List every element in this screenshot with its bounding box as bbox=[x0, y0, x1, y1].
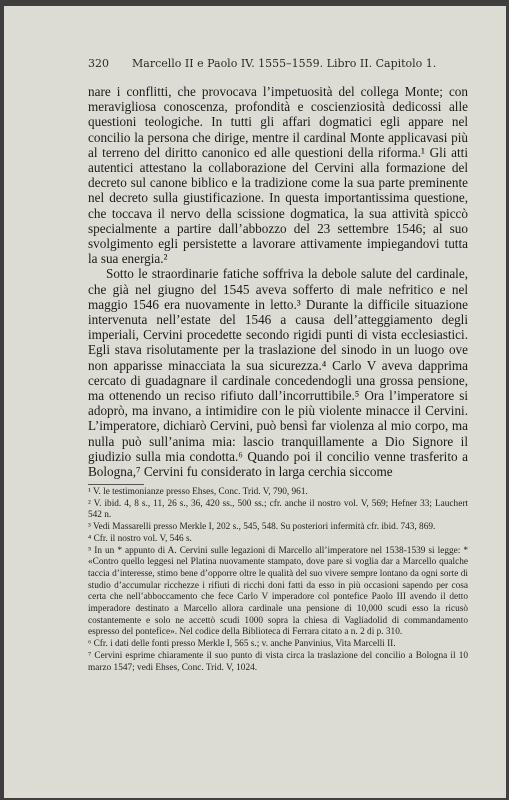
footnote-6: ⁶ Cfr. i dati delle fonti presso Merkle I, 565 s.; v. anche Panvinius, Vita Marcelli II. bbox=[88, 639, 396, 650]
footnote-7: ⁷ Cervini esprime chiaramente il suo punto di vista circa la traslazione del concilio a Bologna il 10 marzo 1547; vedi Ehses, Conc. Trid. V, 1024. bbox=[88, 650, 468, 673]
footnote-3: ³ Vedi Massarelli presso Merkle I, 202 s., 545, 548. Su posteriori infermità cfr. ibid. 743, 869. bbox=[88, 522, 436, 533]
paragraph-1: nare i conflitti, che provocava l’impetuosità del collega Monte; con meravigliosa conoscenza, profondità e coscienziosità dedicossi alle questioni teologiche. In tutti gli affari dogmatici egli appare nel concilio la persona che dirige, mentre il cardinal Monte applicavasi più al terreno del diritto canonico ed alle questioni della riforma.¹ Gli atti autentici attestano la collaborazione del Cervini alla formazione del decreto sul canone biblico e la tradizione come la sua parte preminente nel decreto sulla giustificazione. In questa importantissima questione, che toccava il nervo della scissione dogmatica, la sua attività spiccò specialmente a partire dall’abbozzo del 23 settembre 1546; al suo svolgimento egli persistette a lavorare attivamente impiegandovi tutta la sua energia.² bbox=[88, 84, 468, 267]
running-title: Marcello II e Paolo IV. 1555–1559. Libro II. Capitolo 1. bbox=[132, 57, 437, 70]
book-page bbox=[4, 6, 506, 798]
footnote-4: ⁴ Cfr. il nostro vol. V, 546 s. bbox=[88, 533, 192, 544]
footnote-2: ² V. ibid. 4, 8 s., 11, 26 s., 36, 420 ss., 500 ss.; cfr. anche il nostro vol. V, 569; Hefner 33; Lauchert 542 n. bbox=[88, 498, 468, 521]
footnote-5: ⁵ In un * appunto di A. Cervini sulle legazioni di Marcello all’imperatore nel 1538-1539 si legge: * «Contro quello leggesi nel Platina nuovamente stampato, dove pare si voglia dar a Marcello qualche taccia d’interesse, stimo bene d’opporre oltre le qualità del suo vivere sempre lontano da ogni sorte di studio d’accumular ricchezze i rifiuti di ricchi doni fatti da esso in più occasioni sapendo per cosa certa che nell’abboccamento che fece Carlo V imperadore col pontefice Paolo III avendo il detto imperadore destinato a Marcello allora cardinale una pensione di 10,000 scudi esso la ricusò costantemente e solo ne accettò scudi 1000 sopra la chiesa di Vagliadolid di commandamento espresso del pontefice». Nel codice della Biblioteca di Ferrara citato a n. 2 di p. 310. bbox=[88, 545, 468, 638]
main-text bbox=[88, 84, 468, 479]
page-number: 320 bbox=[88, 57, 109, 70]
footnotes bbox=[88, 487, 468, 674]
footnote-1: ¹ V. le testimonianze presso Ehses, Conc. Trid. V, 790, 961. bbox=[88, 487, 308, 497]
running-header bbox=[88, 57, 462, 70]
footnote-separator bbox=[88, 484, 144, 485]
paragraph-2: Sotto le straordinarie fatiche soffriva la debole salute del cardinale, che già nel giugno del 1545 aveva sofferto di male nefritico e nel maggio 1546 era nuovamente in letto.³ Durante la difficile situazione intervenuta nell’estate del 1546 a causa dell’atteggiamento degli imperiali, Cervini procedette secondo rigidi punti di vista ecclesiastici. Egli stava risolutamente per la traslazione del sinodo in un luogo ove non apparisse minacciata la sua sicurezza.⁴ Carlo V aveva dapprima cercato di guadagnare il cardinale concedendogli una grossa pensione, ma ottenendo un reciso rifiuto dall’incorruttibile.⁵ Ora l’imperatore si adoprò, ma invano, a intimidire con le più violente minacce il Cervini. L’imperatore, dichiarò Cervini, può bensì far violenza al mio corpo, ma nulla può sull’anima mia: lascio tranquillamente a Dio Signore il giudizio sulla mia condotta.⁶ Quando poi il concilio venne trasferito a Bologna,⁷ Cervini fu considerato in larga cerchia siccome bbox=[88, 266, 468, 480]
